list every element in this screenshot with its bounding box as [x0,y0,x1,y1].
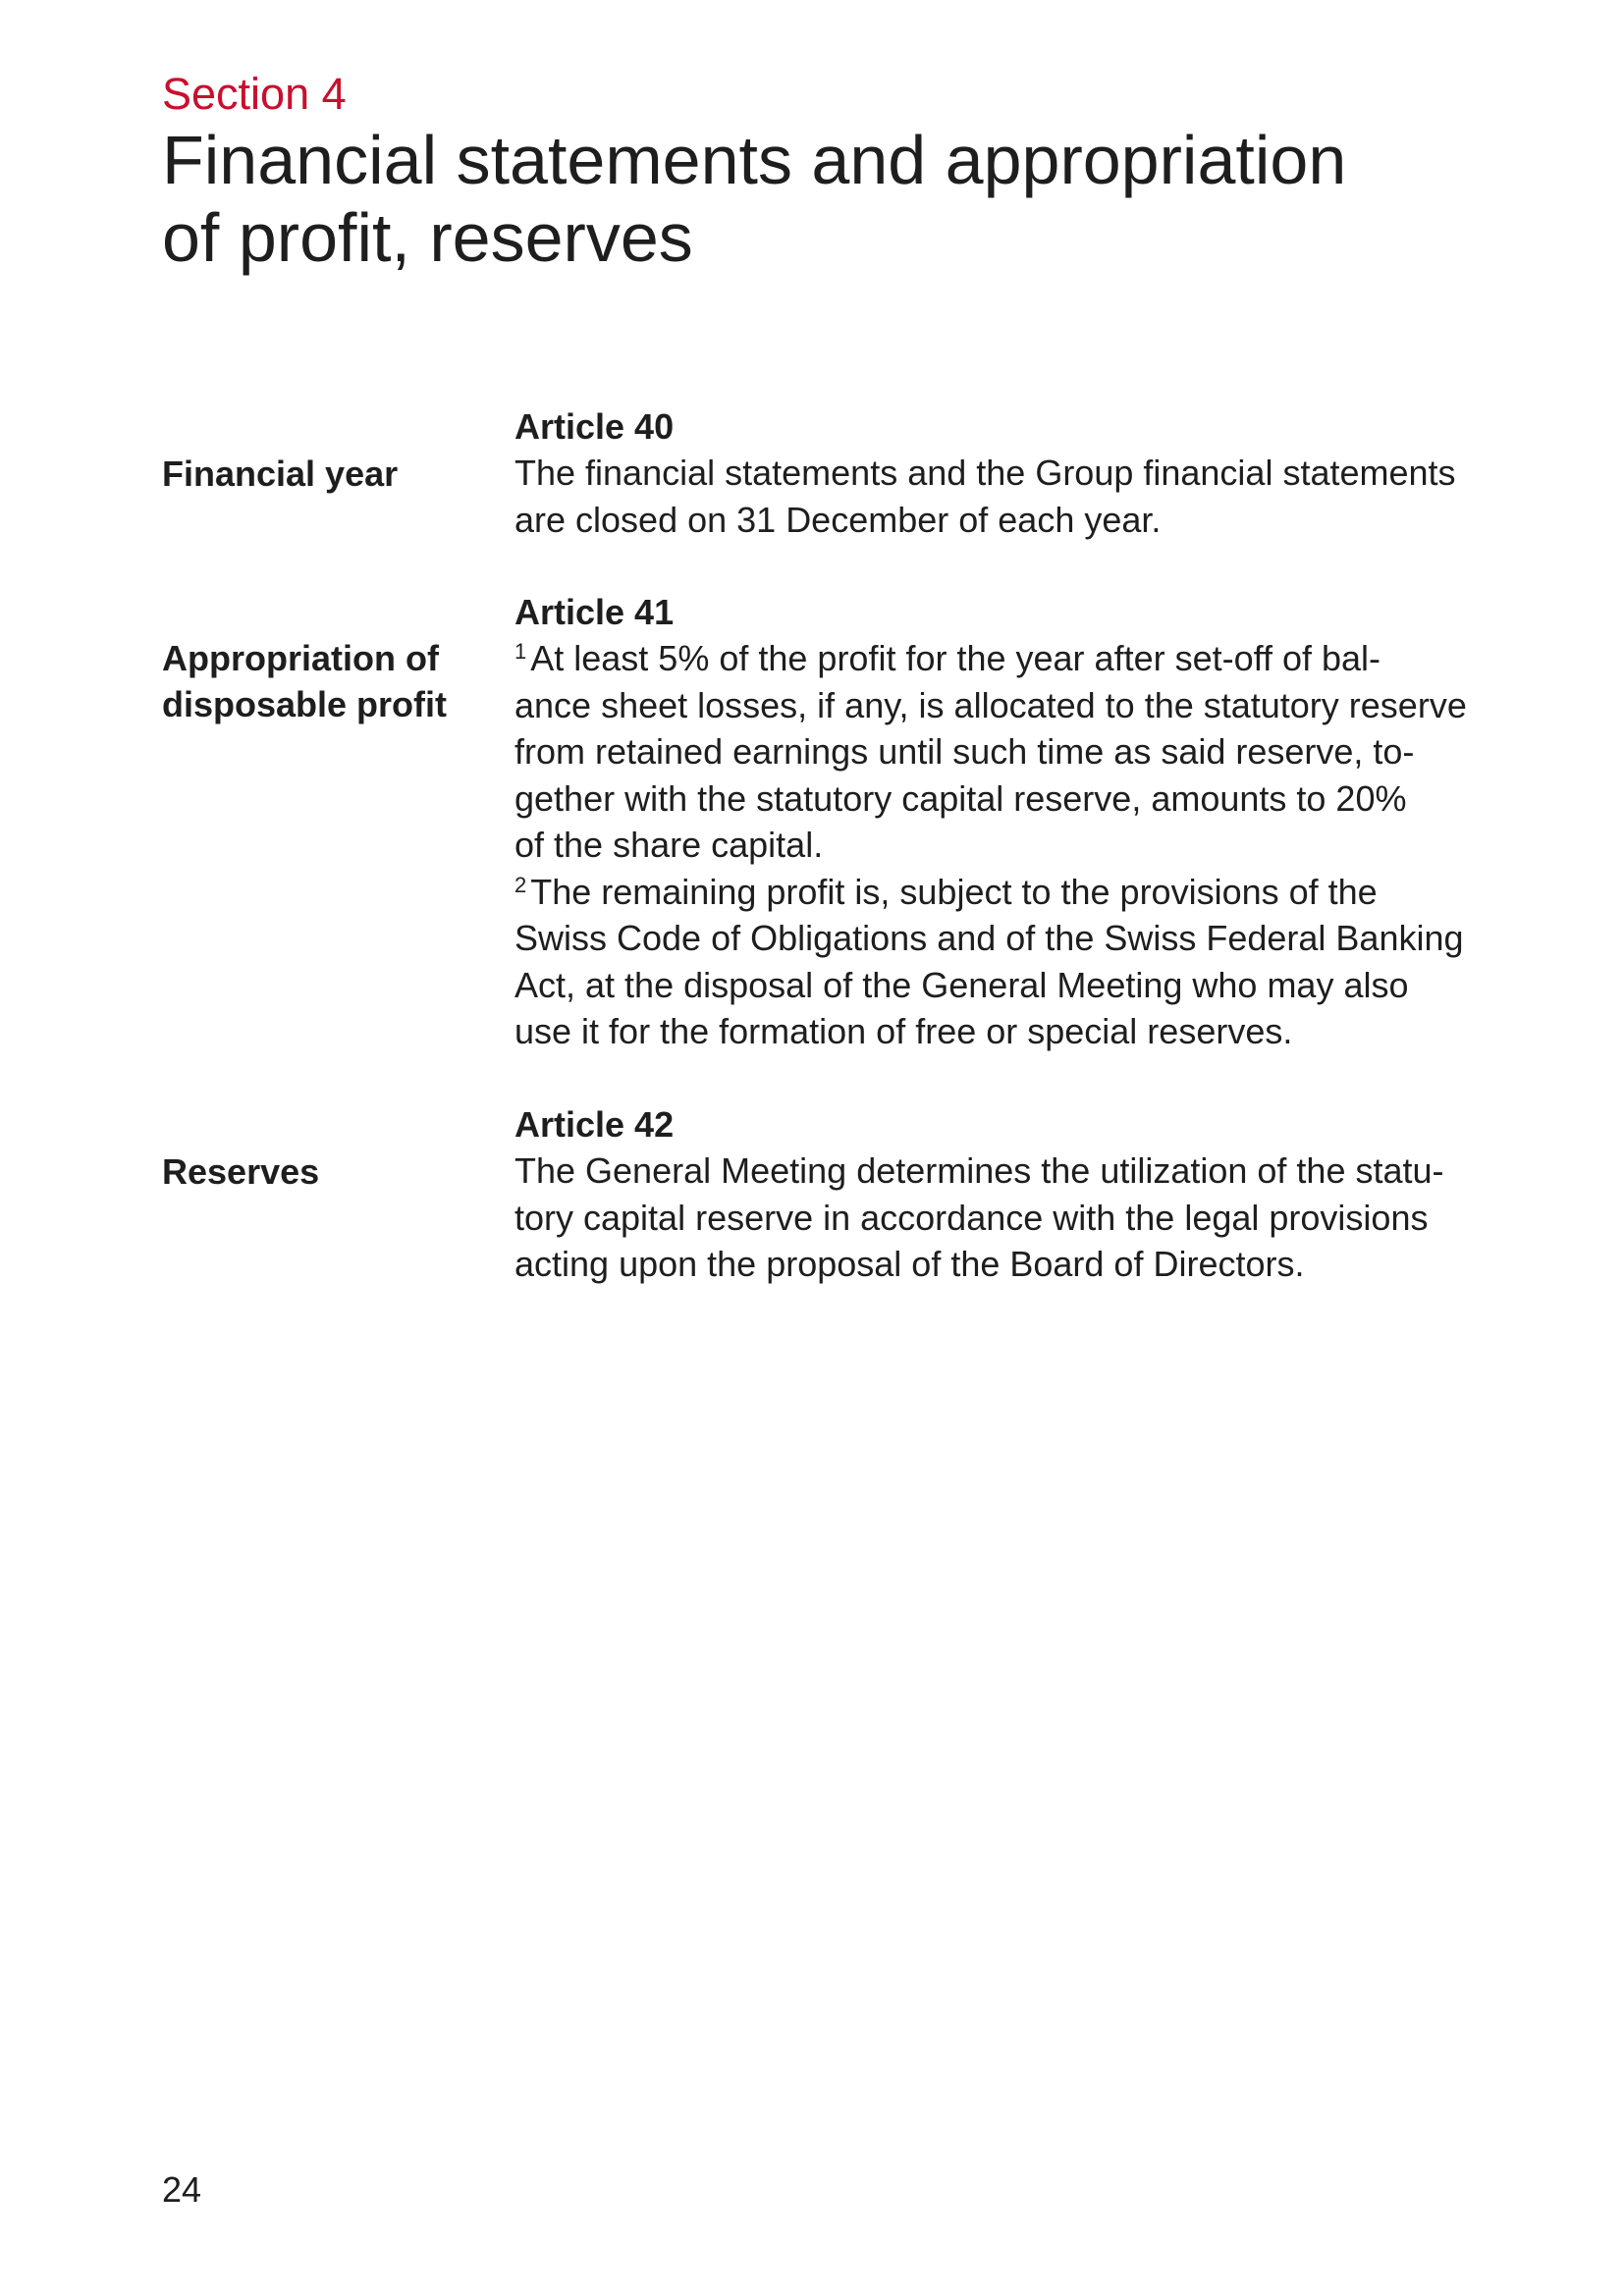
body-line-text: At least 5% of the profit for the year after set-off of bal- [530,638,1381,678]
body-line [514,869,1496,916]
body-line: ance sheet losses, if any, is allocated to the statutory reserve [514,684,1467,725]
body-line: Act, at the disposal of the General Meeting who may also [514,964,1409,1005]
side-label-financial-year [162,451,496,498]
body-line: tory capital reserve in accordance with the legal provisions [514,1197,1429,1238]
body-line: acting upon the proposal of the Board of Directors. [514,1244,1305,1284]
side-label-line: Reserves [162,1151,320,1192]
body-line: gether with the statutory capital reserve, amounts to 20% [514,777,1407,819]
body-line: are closed on 31 December of each year. [514,499,1162,540]
section-label: Section 4 [162,69,347,119]
article-heading: Article 41 [514,592,675,632]
article-body [514,1148,1496,1288]
side-label-reserves [162,1148,496,1196]
page-title-line: Financial statements and appropriation [162,122,1347,198]
side-label-line: Appropriation of [162,638,439,678]
article-heading: Article 40 [514,406,675,447]
side-label-line: Financial year [162,454,399,494]
body-line: The General Meeting determines the utilization of the statu- [514,1150,1444,1191]
article-heading: Article 42 [514,1104,675,1145]
body-line-text: The remaining profit is, subject to the provisions of the [530,871,1378,912]
page-title [162,122,1438,277]
body-line [514,635,1496,682]
body-line: Swiss Code of Obligations and of the Swiss Federal Banking [514,918,1464,958]
article-body [514,635,1496,1055]
paragraph-marker: 2 [514,872,527,897]
body-line: The financial statements and the Group financial statements [514,453,1456,493]
page-number: 24 [162,2169,202,2210]
article-body [514,450,1496,543]
body-line: of the share capital. [514,825,824,865]
page-title-line: of profit, reserves [162,199,693,276]
side-label-appropriation [162,635,496,727]
body-line: use it for the formation of free or special reserves. [514,1011,1293,1051]
side-label-line: disposable profit [162,684,448,724]
paragraph-marker: 1 [514,639,527,664]
body-line: from retained earnings until such time as said reserve, to- [514,731,1415,772]
